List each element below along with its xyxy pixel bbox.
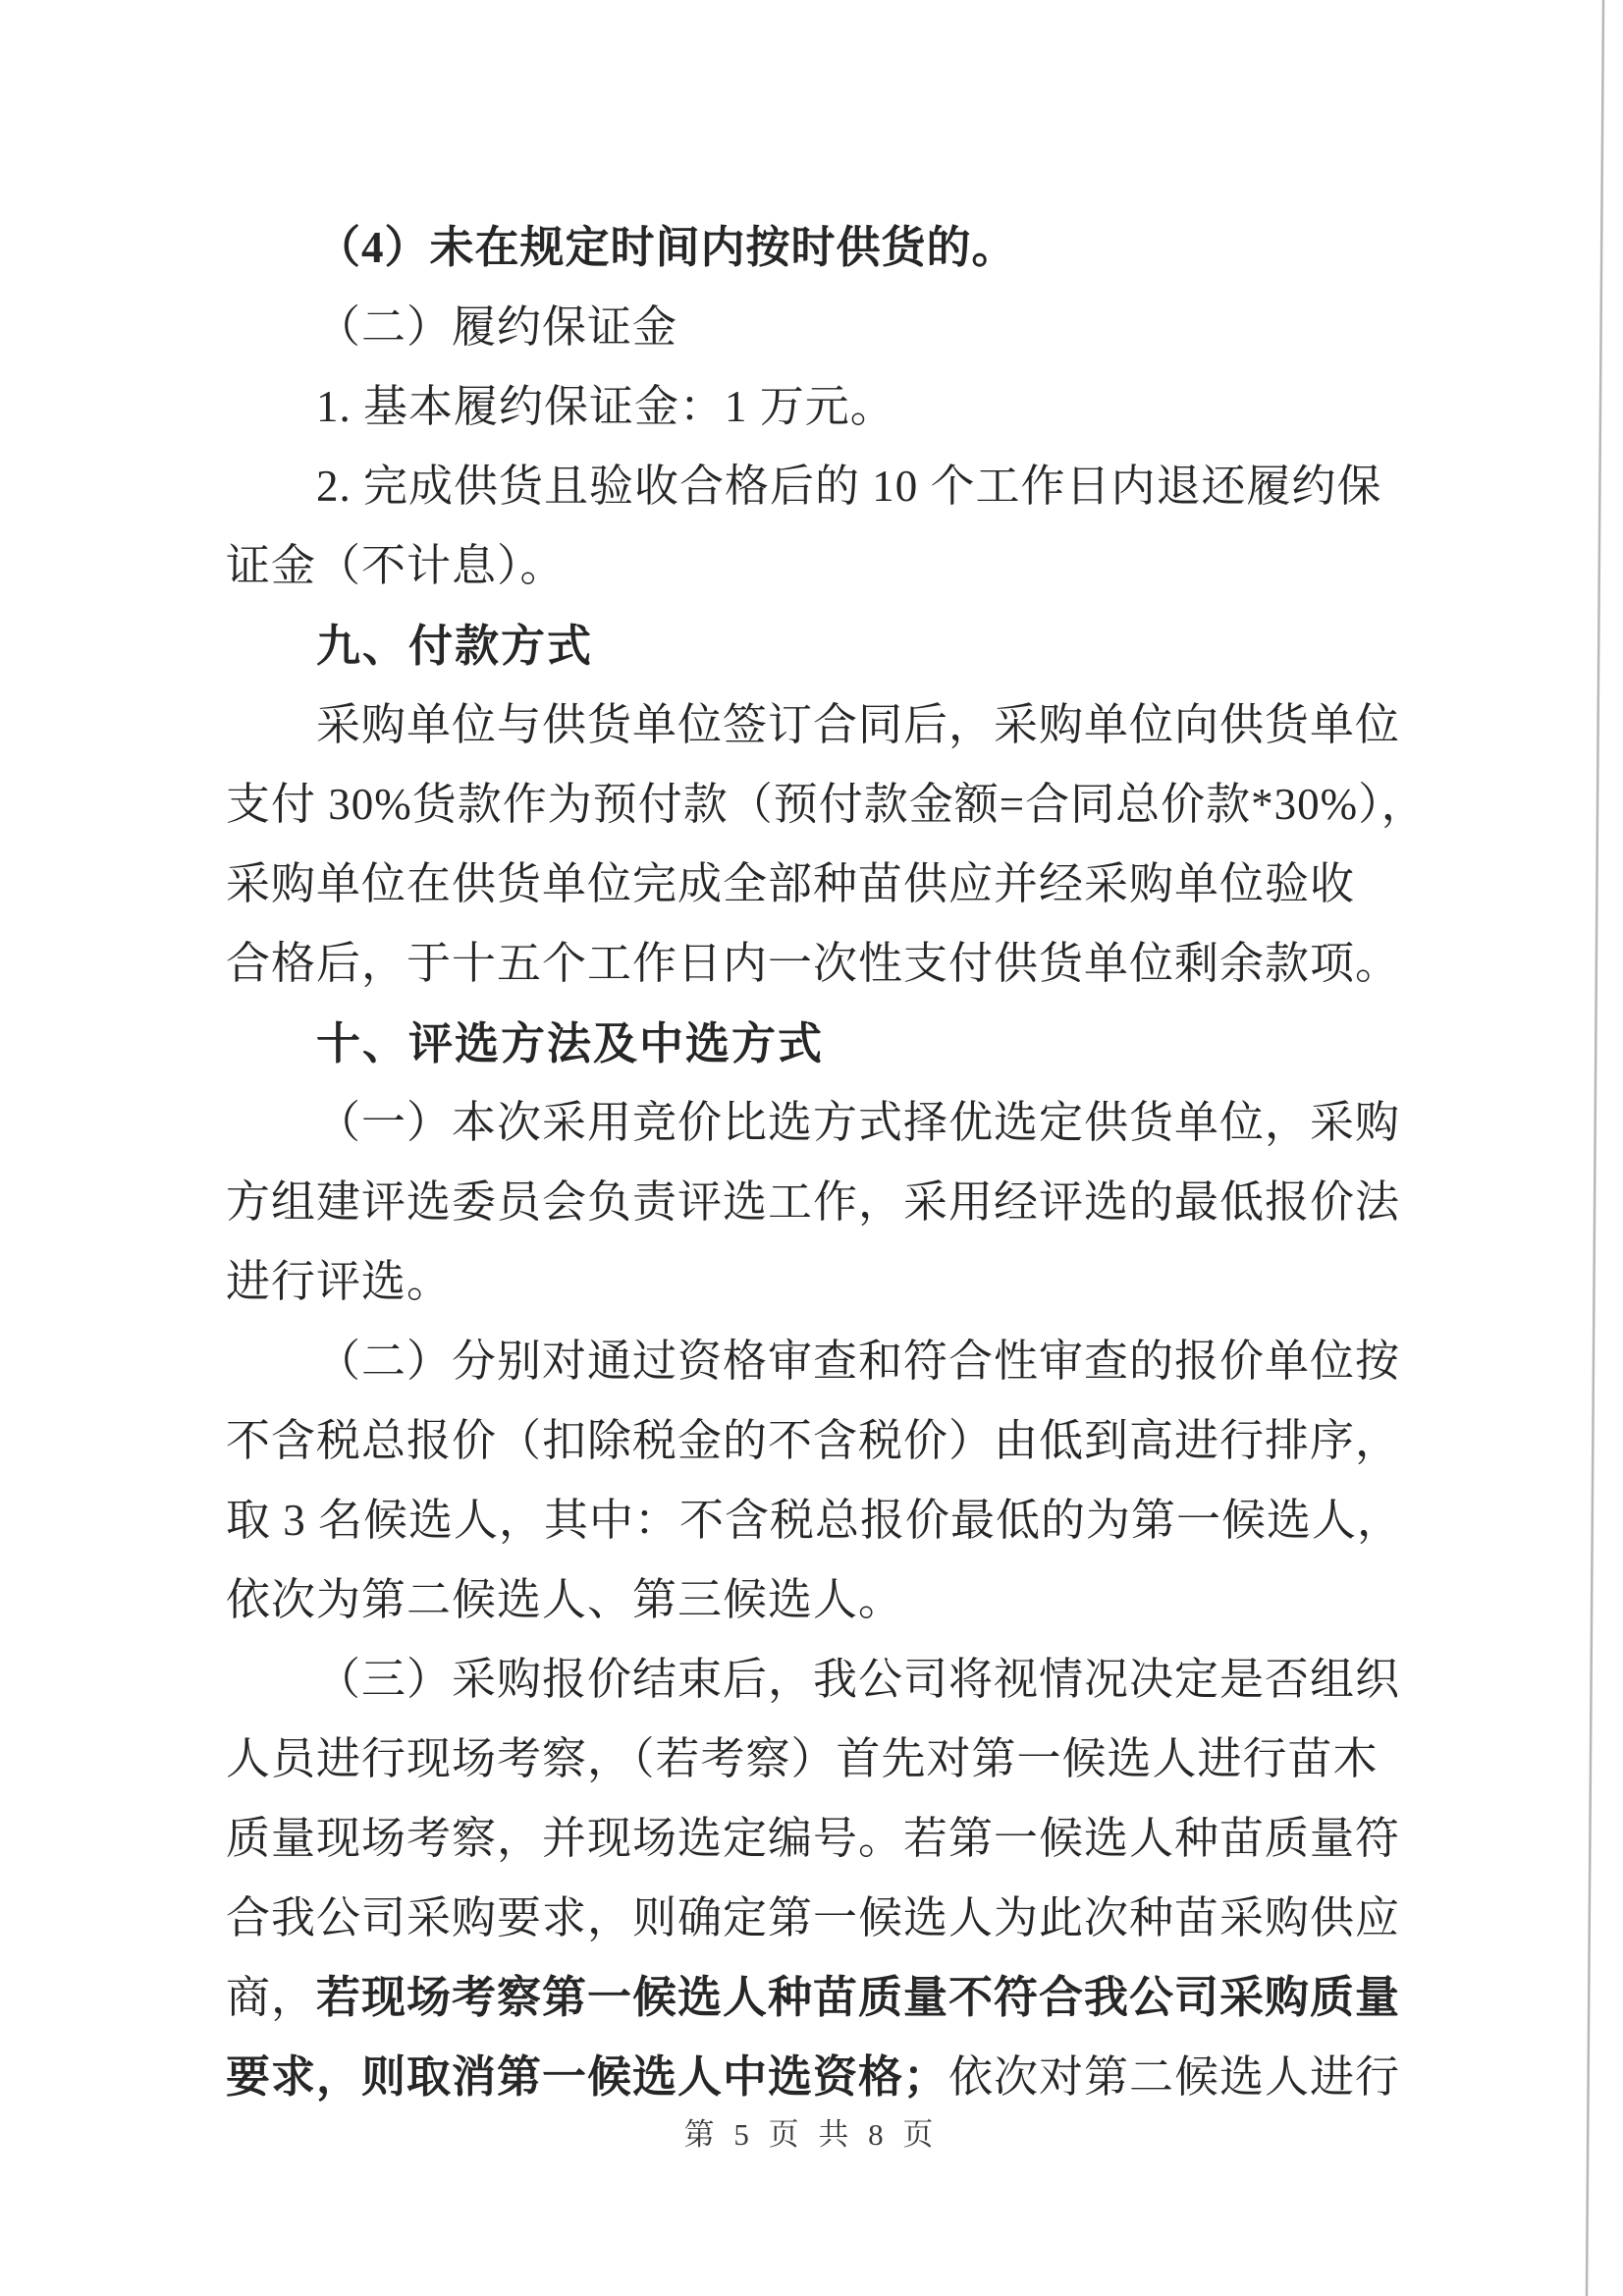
text-run: 质量现场考察，并现场选定编号。若第一候选人种苗质量符 <box>226 1814 1401 1863</box>
text-line <box>226 765 1427 845</box>
text-run: （4）未在规定时间内按时供货的。 <box>316 223 1017 272</box>
text-run: 九、付款方式 <box>316 621 594 671</box>
text-run: 1. 基本履约保证金：1 万元。 <box>316 382 895 431</box>
text-line <box>226 447 1380 526</box>
text-run: 合我公司采购要求，则确定第一候选人为此次种苗采购供应 <box>226 1893 1401 1942</box>
text-line <box>226 1163 1401 1242</box>
text-line <box>226 1799 1401 1879</box>
document-body <box>226 208 1427 2117</box>
text-line <box>226 1401 1401 1481</box>
text-run: 进行评选。 <box>226 1257 453 1306</box>
text-line <box>226 2038 1401 2117</box>
text-run: 方组建评选委员会负责评选工作，采用经评选的最低报价法 <box>226 1177 1401 1227</box>
text-line <box>226 1879 1401 1958</box>
text-line <box>226 1322 1401 1401</box>
text-run: 不含税总报价（扣除税金的不含税价）由低到高进行排序， <box>226 1416 1401 1465</box>
text-run: （三）采购报价结束后，我公司将视情况决定是否组织 <box>316 1655 1401 1704</box>
text-line <box>226 1560 1380 1640</box>
text-line <box>226 526 1380 606</box>
text-line <box>226 1958 1401 2038</box>
text-run: 要求，则取消第一候选人中选资格； <box>226 2052 949 2102</box>
text-line <box>226 924 1401 1004</box>
text-run: 依次为第二候选人、第三候选人。 <box>226 1575 904 1624</box>
text-line <box>226 1481 1403 1560</box>
text-run: （二）分别对通过资格审查和符合性审查的报价单位按 <box>316 1337 1401 1386</box>
section-heading <box>226 606 1380 685</box>
text-line <box>226 208 1380 288</box>
text-run: 采购单位在供货单位完成全部种苗供应并经采购单位验收 <box>226 859 1356 908</box>
text-run: 人员进行现场考察，（若考察）首先对第一候选人进行苗木 <box>226 1734 1379 1783</box>
text-line <box>226 845 1380 924</box>
text-run: 证金（不计息）。 <box>226 541 566 590</box>
text-run: 十、评选方法及中选方式 <box>316 1018 825 1068</box>
text-run: 采购单位与供货单位签订合同后，采购单位向供货单位 <box>316 700 1401 749</box>
text-run: 若现场考察第一候选人种苗质量不符合我公司采购质量 <box>316 1973 1401 2022</box>
text-run: 取 3 名候选人，其中：不含税总报价最低的为第一候选人， <box>226 1496 1403 1545</box>
text-run: 合格后，于十五个工作日内一次性支付供货单位剩余款项。 <box>226 939 1401 988</box>
text-line <box>226 1720 1380 1799</box>
text-line <box>226 1083 1401 1163</box>
text-run: 商， <box>226 1973 317 2022</box>
text-line <box>226 1640 1401 1720</box>
text-line <box>226 288 1380 367</box>
text-run: 2. 完成供货且验收合格后的 10 个工作日内退还履约保 <box>316 462 1382 511</box>
text-run: 支付 30%货款作为预付款（预付款金额=合同总价款*30%）， <box>226 780 1427 829</box>
text-line <box>226 685 1401 765</box>
text-run: 依次对第二候选人进行 <box>948 2052 1401 2102</box>
page-number-footer: 第 5 页 共 8 页 <box>683 2117 940 2152</box>
text-run: （一）本次采用竞价比选方式择优选定供货单位，采购 <box>316 1098 1401 1147</box>
text-line <box>226 367 1380 447</box>
section-heading <box>226 1004 1380 1083</box>
text-run: （二）履约保证金 <box>316 302 678 352</box>
text-line <box>226 1242 1380 1322</box>
